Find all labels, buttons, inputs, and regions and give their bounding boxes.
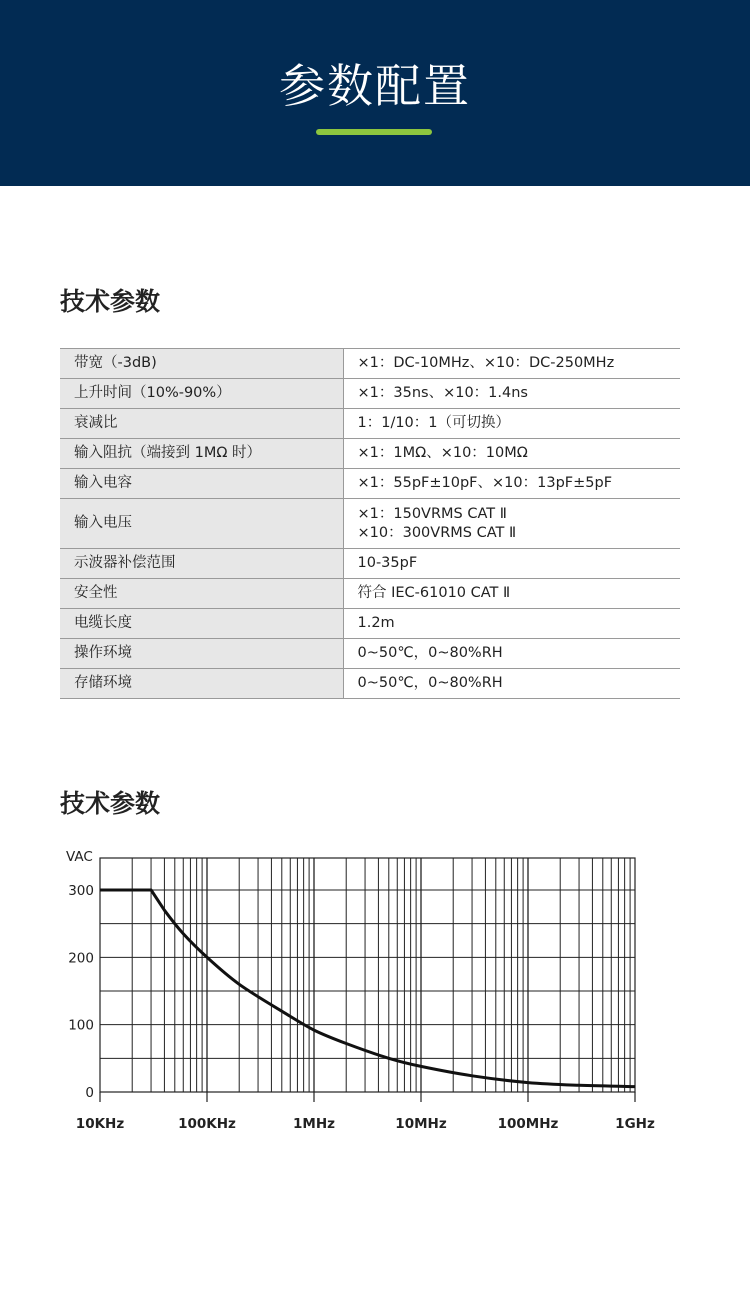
spec-row — [60, 499, 680, 549]
x-tick-label: 1GHz — [615, 1116, 655, 1132]
spec-value-line: ×1：55pF±10pF、×10：13pF±5pF — [357, 475, 613, 491]
chart-section-title: 技术参数 — [60, 789, 161, 818]
voltage-derating-chart — [60, 840, 670, 1150]
spec-label: 输入阻抗（端接到 1MΩ 时） — [60, 439, 343, 469]
x-tick-label: 100KHz — [178, 1116, 236, 1132]
x-tick-label: 1MHz — [293, 1116, 335, 1132]
spec-row — [60, 349, 680, 379]
spec-row — [60, 549, 680, 579]
spec-row — [60, 379, 680, 409]
x-tick-label: 10MHz — [395, 1116, 447, 1132]
spec-label: 上升时间（10%-90%） — [60, 379, 343, 409]
spec-row — [60, 439, 680, 469]
spec-value — [343, 379, 680, 409]
spec-value-line: 0~50℃，0~80%RH — [357, 645, 503, 661]
spec-row — [60, 639, 680, 669]
x-tick-label: 10KHz — [75, 1116, 125, 1132]
spec-label: 衰减比 — [60, 409, 343, 439]
spec-table — [60, 348, 680, 699]
spec-row — [60, 469, 680, 499]
spec-value-line: ×1：150VRMS CAT Ⅱ — [357, 505, 507, 522]
y-tick-label: 300 — [68, 883, 94, 899]
spec-value — [343, 439, 680, 469]
spec-row — [60, 609, 680, 639]
y-tick-label: 200 — [68, 950, 94, 967]
header-banner — [0, 0, 750, 186]
chart-frame — [100, 858, 635, 1092]
spec-value-line: 1.2m — [357, 615, 395, 631]
spec-label: 输入电容 — [60, 469, 343, 499]
spec-label: 带宽（-3dB) — [60, 349, 343, 379]
spec-value — [343, 639, 680, 669]
spec-value — [343, 349, 680, 379]
series-line — [100, 890, 635, 1087]
spec-value — [343, 669, 680, 699]
spec-value — [343, 409, 680, 439]
spec-value — [343, 549, 680, 579]
spec-section-title: 技术参数 — [60, 287, 161, 316]
spec-value — [343, 499, 680, 549]
spec-value-line: 符合 IEC-61010 CAT Ⅱ — [357, 585, 511, 601]
spec-value-line: 10-35pF — [357, 555, 418, 571]
spec-row — [60, 409, 680, 439]
y-axis-label: VAC — [66, 849, 93, 865]
spec-value-line: 1：1/10：1（可切换） — [357, 415, 511, 431]
spec-label: 操作环境 — [60, 639, 343, 669]
spec-value — [343, 579, 680, 609]
spec-value-line: ×1：DC-10MHz、×10：DC-250MHz — [357, 355, 615, 371]
spec-value — [343, 609, 680, 639]
spec-label: 示波器补偿范围 — [60, 549, 343, 579]
spec-label: 安全性 — [60, 579, 343, 609]
y-tick-label: 0 — [85, 1085, 94, 1101]
spec-value — [343, 469, 680, 499]
spec-label: 输入电压 — [60, 499, 343, 549]
spec-label: 存储环境 — [60, 669, 343, 699]
banner-accent-line — [316, 129, 432, 135]
spec-row — [60, 579, 680, 609]
spec-value-line: 0~50℃，0~80%RH — [357, 675, 503, 691]
spec-label: 电缆长度 — [60, 609, 343, 639]
spec-row — [60, 669, 680, 699]
spec-value-line: ×1：1MΩ、×10：10MΩ — [357, 445, 528, 461]
banner-title: 参数配置 — [279, 59, 471, 113]
y-tick-label: 100 — [68, 1017, 94, 1034]
x-tick-label: 100MHz — [497, 1116, 559, 1132]
spec-value-line: ×10：300VRMS CAT Ⅱ — [357, 524, 517, 541]
spec-value-line: ×1：35ns、×10：1.4ns — [357, 385, 528, 401]
